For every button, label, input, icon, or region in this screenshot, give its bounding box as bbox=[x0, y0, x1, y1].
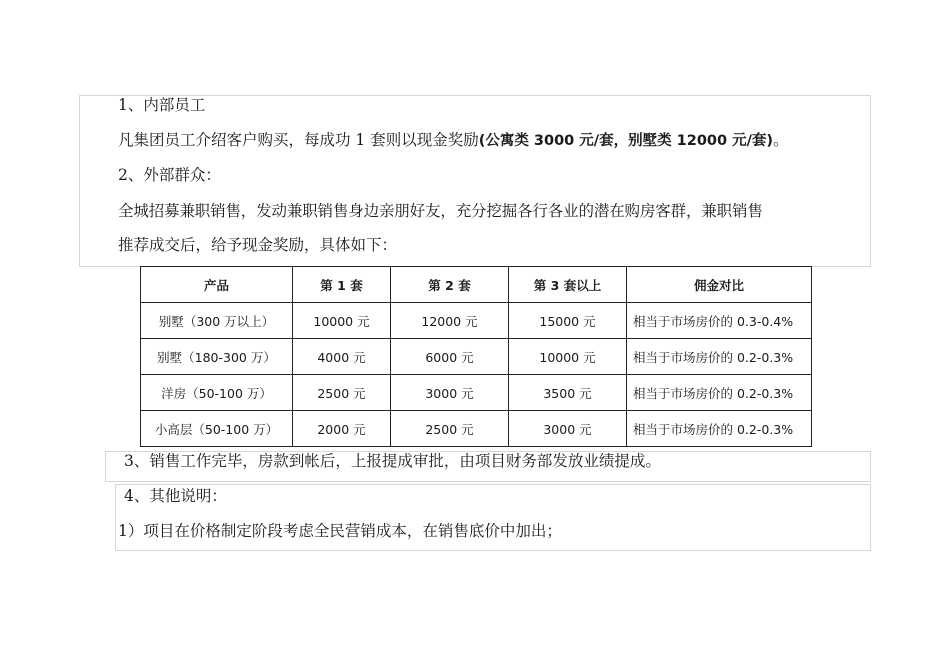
section3-text: 3、销售工作完毕，房款到帐后，上报提成审批，由项目财务部发放业绩提成。 bbox=[124, 452, 661, 470]
cell-product: 别墅（300 万以上） bbox=[141, 303, 293, 339]
table-row bbox=[141, 339, 812, 375]
cell-third: 3000 元 bbox=[509, 411, 627, 447]
table-header-row bbox=[141, 267, 812, 303]
cell-product: 洋房（50-100 万） bbox=[141, 375, 293, 411]
cell-third: 10000 元 bbox=[509, 339, 627, 375]
section2-body-line2: 推荐成交后，给予现金奖励，具体如下： bbox=[118, 236, 398, 254]
cell-first: 2000 元 bbox=[293, 411, 391, 447]
cell-first: 10000 元 bbox=[293, 303, 391, 339]
cell-comparison: 相当于市场房价的 0.2-0.3% bbox=[627, 375, 812, 411]
header-third-plus-unit: 第 3 套以上 bbox=[509, 267, 627, 303]
table-row bbox=[141, 303, 812, 339]
header-product: 产品 bbox=[141, 267, 293, 303]
table-row bbox=[141, 375, 812, 411]
cell-second: 3000 元 bbox=[391, 375, 509, 411]
section1-reward-amounts: (公寓类 3000 元/套，别墅类 12000 元/套) bbox=[478, 133, 774, 149]
cell-product: 小高层（50-100 万） bbox=[141, 411, 293, 447]
header-commission-comparison: 佣金对比 bbox=[627, 267, 812, 303]
commission-table bbox=[140, 266, 812, 447]
section2-heading: 2、外部群众： bbox=[118, 166, 221, 184]
section4-item1: 1）项目在价格制定阶段考虑全民营销成本，在销售底价中加出； bbox=[118, 522, 562, 540]
cell-second: 6000 元 bbox=[391, 339, 509, 375]
cell-first: 2500 元 bbox=[293, 375, 391, 411]
header-second-unit: 第 2 套 bbox=[391, 267, 509, 303]
section2-body-line1: 全城招募兼职销售，发动兼职销售身边亲朋好友，充分挖掘各行各业的潜在购房客群，兼职销售 bbox=[118, 202, 763, 220]
section1-body-text: 凡集团员工介绍客户购买，每成功 1 套则以现金奖励 bbox=[118, 131, 479, 149]
cell-comparison: 相当于市场房价的 0.2-0.3% bbox=[627, 411, 812, 447]
section1-body bbox=[118, 130, 789, 151]
section1-period: 。 bbox=[773, 131, 789, 149]
cell-comparison: 相当于市场房价的 0.2-0.3% bbox=[627, 339, 812, 375]
cell-first: 4000 元 bbox=[293, 339, 391, 375]
cell-third: 3500 元 bbox=[509, 375, 627, 411]
cell-second: 12000 元 bbox=[391, 303, 509, 339]
cell-product: 别墅（180-300 万） bbox=[141, 339, 293, 375]
section4-heading: 4、其他说明： bbox=[124, 487, 227, 505]
cell-second: 2500 元 bbox=[391, 411, 509, 447]
table-row bbox=[141, 411, 812, 447]
cell-third: 15000 元 bbox=[509, 303, 627, 339]
section1-heading: 1、内部员工 bbox=[118, 96, 206, 114]
cell-comparison: 相当于市场房价的 0.3-0.4% bbox=[627, 303, 812, 339]
header-first-unit: 第 1 套 bbox=[293, 267, 391, 303]
